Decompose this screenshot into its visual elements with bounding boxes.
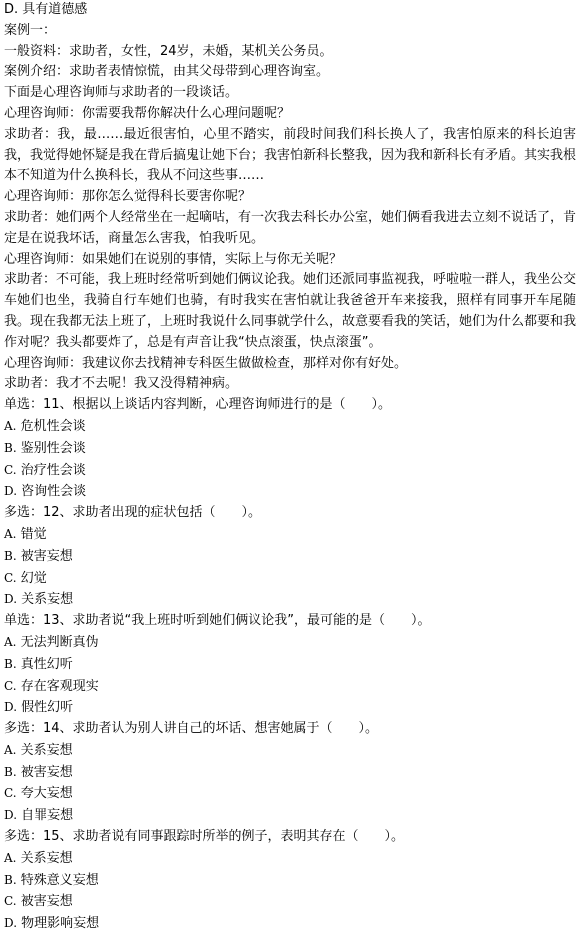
- case-general-info: 一般资料：求助者，女性，24岁，未婚，某机关公务员。: [4, 43, 333, 59]
- answer-option-d[interactable]: D. 关系妄想: [4, 592, 74, 608]
- dialogue-line-counselor: 心理咨询师：我建议你去找精神专科医生做做检查，那样对你有好处。: [4, 355, 408, 371]
- answer-option-b[interactable]: B. 被害妄想: [4, 548, 73, 564]
- dialogue-line-client: 求助者：我，最……最近很害怕，心里不踏实，前段时间我们科长换人了，我害怕原来的科长迫害我，我觉得她怀疑是我在背后搞鬼让她下台；我害怕新科长整我，因为我和新科长有矛盾。其实我根本不知道为什么换科长，我从不问这些事……: [4, 126, 577, 184]
- dialogue-line-client: 求助者：她们两个人经常坐在一起嘀咕，有一次我去科长办公室，她们俩看我进去立刻不说话了，肯定是在说我坏话，商量怎么害我，怕我听见。: [4, 209, 577, 246]
- answer-option-c[interactable]: C. 夸大妄想: [4, 786, 73, 802]
- answer-option-a[interactable]: A. 无法判断真伪: [4, 634, 99, 650]
- dialogue-line-counselor: 心理咨询师：如果她们在说别的事情，实际上与你无关呢？: [4, 251, 343, 267]
- answer-option-c[interactable]: C. 治疗性会谈: [4, 462, 86, 478]
- answer-option-c[interactable]: C. 被害妄想: [4, 894, 73, 910]
- dialogue-line-client: 求助者：不可能，我上班时经常听到她们俩议论我。她们还派同事监视我，呼啦啦一群人，我坐公交车她们也坐，我骑自行车她们也骑，有时我实在害怕就让我爸爸开车来接我，照样有同事开车尾随我。现在我都无法上班了，上班时我说什么同事就学什么，故意要看我的笑话，她们为什么都要和我作对呢？我头都要炸了，总是有声音让我“快点滚蛋，快点滚蛋”。: [4, 272, 577, 350]
- question-stem: 单选：11、根据以上谈话内容判断，心理咨询师进行的是（ ）。: [4, 397, 392, 413]
- answer-option-a[interactable]: A. 关系妄想: [4, 850, 73, 866]
- question-stem: 多选：15、求助者说有同事跟踪时所举的例子，表明其存在（ ）。: [4, 829, 405, 845]
- previous-question-option: D. 具有道德感: [4, 2, 88, 17]
- answer-option-d[interactable]: D. 物理影响妄想: [4, 916, 100, 932]
- question-stem: 多选：14、求助者认为别人讲自己的坏话、想害她属于（ ）。: [4, 721, 379, 737]
- answer-option-d[interactable]: D. 假性幻听: [4, 700, 74, 716]
- answer-option-b[interactable]: B. 真性幻听: [4, 656, 73, 672]
- answer-option-d[interactable]: D. 咨询性会谈: [4, 484, 87, 500]
- question-stem: 多选：12、求助者出现的症状包括（ ）。: [4, 505, 262, 521]
- question-15: [4, 827, 576, 935]
- question-12: [4, 503, 576, 611]
- answer-option-a[interactable]: A. 错觉: [4, 526, 47, 542]
- answer-option-d[interactable]: D. 自罪妄想: [4, 808, 74, 824]
- exam-document: [4, 0, 576, 935]
- answer-option-b[interactable]: B. 被害妄想: [4, 764, 73, 780]
- question-stem: 单选：13、求助者说“我上班时听到她们俩议论我”，最可能的是（ ）。: [4, 613, 431, 629]
- answer-option-a[interactable]: A. 危机性会谈: [4, 418, 86, 434]
- dialogue-lead: 下面是心理咨询师与求助者的一段谈话。: [4, 85, 239, 101]
- question-11: [4, 395, 576, 503]
- question-13: [4, 611, 576, 719]
- dialogue-line-counselor: 心理咨询师：你需要我帮你解决什么心理问题呢？: [4, 105, 291, 121]
- answer-option-c[interactable]: C. 存在客观现实: [4, 678, 99, 694]
- question-14: [4, 719, 576, 827]
- dialogue-line-client: 求助者：我才不去呢！我又没得精神病。: [4, 376, 239, 392]
- case-heading: 案例一：: [4, 22, 57, 38]
- dialogue-line-counselor: 心理咨询师：那你怎么觉得科长要害你呢？: [4, 189, 252, 205]
- answer-option-a[interactable]: A. 关系妄想: [4, 742, 73, 758]
- answer-option-b[interactable]: B. 特殊意义妄想: [4, 872, 99, 888]
- case-description: 案例介绍：求助者表情惊慌，由其父母带到心理咨询室。: [4, 64, 330, 80]
- dialogue: [4, 104, 576, 395]
- answer-option-b[interactable]: B. 鉴别性会谈: [4, 440, 86, 456]
- answer-option-c[interactable]: C. 幻觉: [4, 570, 47, 586]
